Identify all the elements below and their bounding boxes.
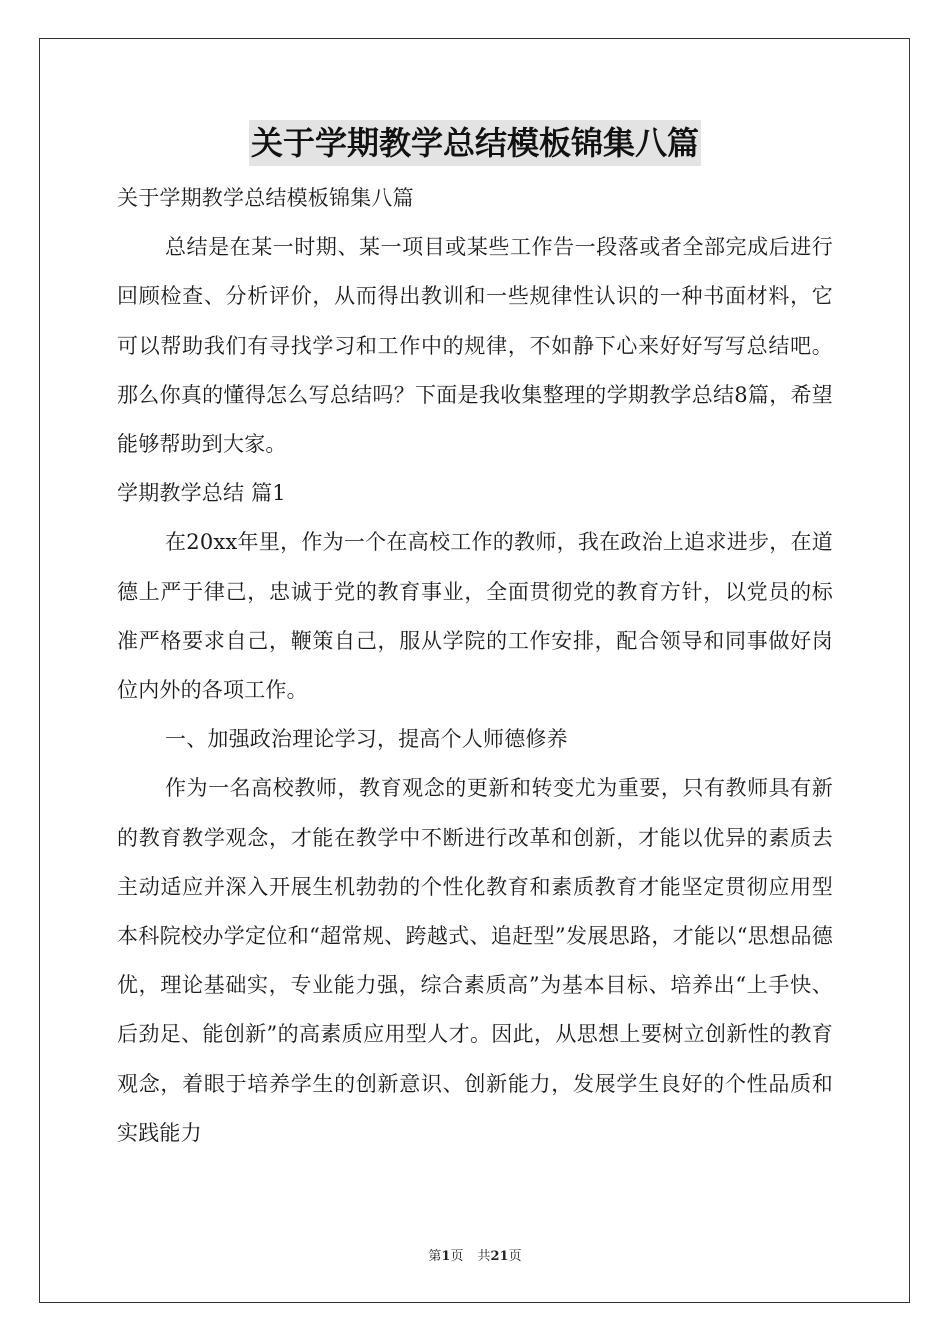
- paragraph: 作为一名高校教师，教育观念的更新和转变尤为重要，只有教师具有新的教育教学观念，才能在教学中不断进行改革和创新，才能以优异的素质去主动适应并深入开展生机勃勃的个性化教育和素质教育才能坚定贯彻应用型本科院校办学定位和“超常规、跨越式、追赶型”发展思路，才能以“思想品德优，理论基础实，专业能力强，综合素质高”为基本目标、培养出“上手快、后劲足、能创新”的高素质应用型人才。因此，从思想上要树立创新性的教育观念，着眼于培养学生的创新意识、创新能力，发展学生良好的个性品质和实践能力: [117, 776, 833, 1145]
- paragraph: 一、加强政治理论学习，提高个人师德修养: [165, 727, 568, 752]
- title-container: [117, 120, 833, 172]
- page-current: 1: [441, 1249, 451, 1264]
- total-prefix: 共: [477, 1249, 491, 1264]
- total-suffix: 页: [508, 1249, 522, 1264]
- paragraph: 关于学期教学总结模板锦集八篇: [117, 186, 414, 210]
- page-total: 21: [490, 1249, 509, 1264]
- page-prefix: 第: [428, 1249, 442, 1264]
- document-title: 关于学期教学总结模板锦集八篇: [249, 120, 701, 166]
- document-body: [117, 120, 833, 1158]
- page-footer: [0, 1245, 950, 1264]
- paragraph: 总结是在某一时期、某一项目或某些工作告一段落或者全部完成后进行回顾检查、分析评价，从而得出教训和一些规律性认识的一种书面材料，它可以帮助我们有寻找学习和工作中的规律，不如静下心来好好写写总结吧。那么你真的懂得怎么写总结吗？下面是我收集整理的学期教学总结8篇，希望能够帮助到大家。: [117, 235, 833, 457]
- page-suffix: 页: [450, 1249, 464, 1264]
- paragraph: 在20xx年里，作为一个在高校工作的教师，我在政治上追求进步，在道德上严于律己，忠诚于党的教育事业，全面贯彻党的教育方针，以党员的标准严格要求自己，鞭策自己，服从学院的工作安排，配合领导和同事做好岗位内外的各项工作。: [117, 530, 833, 703]
- paragraph: 学期教学总结 篇1: [117, 481, 286, 506]
- paragraph-list: [117, 174, 833, 1158]
